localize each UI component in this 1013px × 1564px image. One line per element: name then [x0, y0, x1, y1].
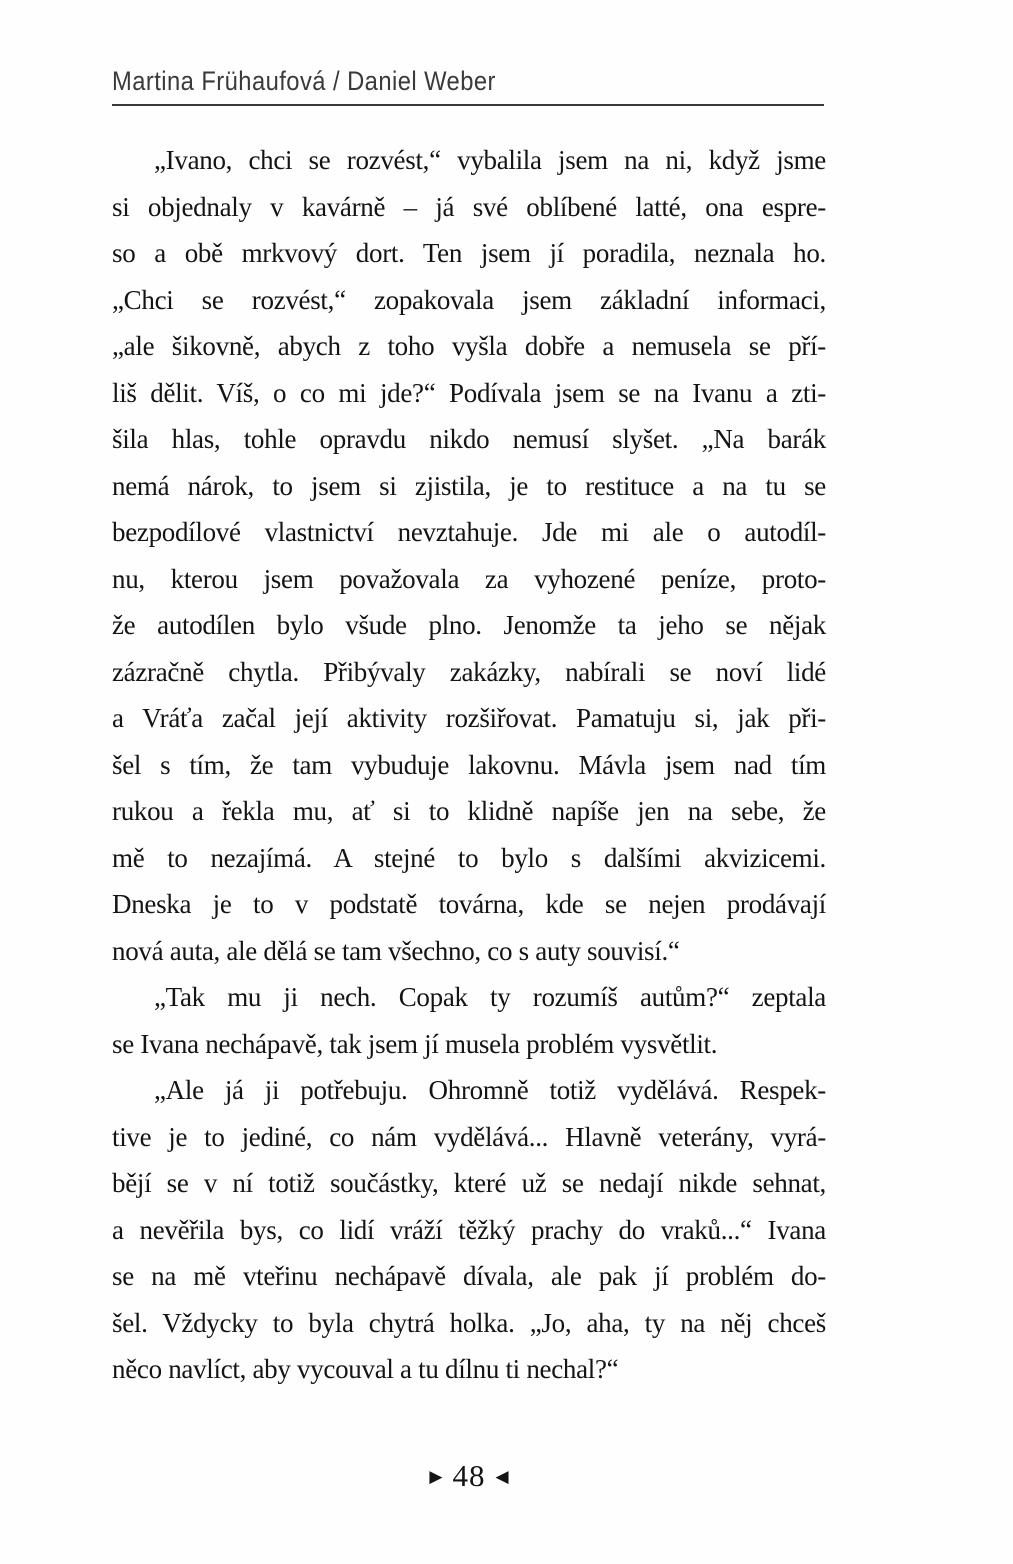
page-number: 48 [452, 1458, 486, 1493]
text-line: „Chci se rozvést,“ zopakovala jsem základní informaci, [112, 284, 826, 315]
text-line: něco navlíct, aby vycouval a tu dílnu ti nechal?“ [112, 1354, 619, 1384]
text-line: se Ivana nechápavě, tak jsem jí musela problém vysvětlit. [112, 1028, 718, 1059]
text-line: zázračně chytla. Přibývaly zakázky, nabírali se noví lidé [112, 656, 826, 687]
text-line: že autodílen bylo všude plno. Jenomže ta jeho se nějak [112, 610, 826, 640]
footer-right-arrow-icon: ◀ [495, 1467, 509, 1486]
text-line: Dneska je to v podstatě továrna, kde se nejen prodávají [112, 889, 826, 919]
text-line: a nevěřila bys, co lidí vráží těžký prachy do vraků...“ Ivana [112, 1214, 826, 1245]
text-line: liš dělit. Víš, o co mi jde?“ Podívala jsem se na Ivanu a zti- [112, 377, 826, 408]
footer-left-arrow-icon: ▶ [429, 1467, 443, 1486]
text-line: šel. Vždycky to byla chytrá holka. „Jo, aha, ty na něj chceš [112, 1307, 826, 1338]
text-line: so a obě mrkvový dort. Ten jsem jí poradila, neznala ho. [112, 238, 826, 268]
text-line: se na mě vteřinu nechápavě dívala, ale pak jí problém do- [112, 1261, 826, 1291]
text-line: nová auta, ale dělá se tam všechno, co s auty souvisí.“ [112, 935, 680, 966]
text-line: nemá nárok, to jsem si zjistila, je to restituce a na tu se [112, 470, 826, 501]
text-line: nu, kterou jsem považovala za vyhozené peníze, proto- [112, 563, 826, 594]
text-line: „Tak mu ji nech. Copak ty rozumíš autům?“ zeptala [154, 982, 826, 1012]
text-line: šel s tím, že tam vybuduje lakovnu. Mávla jsem nad tím [112, 749, 826, 780]
text-line: šila hlas, tohle opravdu nikdo nemusí slyšet. „Na barák [112, 424, 826, 454]
running-header-authors: Martina Frühaufová / Daniel Weber [112, 66, 496, 96]
page-footer [112, 1458, 826, 1494]
text-line: „Ale já ji potřebuju. Ohromně totiž vydělává. Respek- [154, 1075, 826, 1105]
text-line: mě to nezajímá. A stejné to bylo s dalšími akvizicemi. [112, 842, 826, 873]
text-line: rukou a řekla mu, ať si to klidně napíše jen na sebe, že [112, 796, 826, 826]
body-text [112, 137, 826, 1393]
text-line: tive je to jediné, co nám vydělává... Hlavně veterány, vyrá- [112, 1121, 826, 1152]
text-line: „Ivano, chci se rozvést,“ vybalila jsem na ni, když jsme [154, 145, 826, 175]
text-line: bezpodílové vlastnictví nevztahuje. Jde mi ale o autodíl- [112, 517, 826, 547]
header-rule [112, 104, 824, 106]
text-line: bějí se v ní totiž součástky, které už se nedají nikde sehnat, [112, 1168, 826, 1198]
text-line: „ale šikovně, abych z toho vyšla dobře a nemusela se pří- [112, 331, 826, 361]
text-line: a Vráťa začal její aktivity rozšiřovat. Pamatuju si, jak při- [112, 703, 826, 733]
text-line: si objednaly v kavárně – já své oblíbené latté, ona espre- [112, 191, 826, 222]
